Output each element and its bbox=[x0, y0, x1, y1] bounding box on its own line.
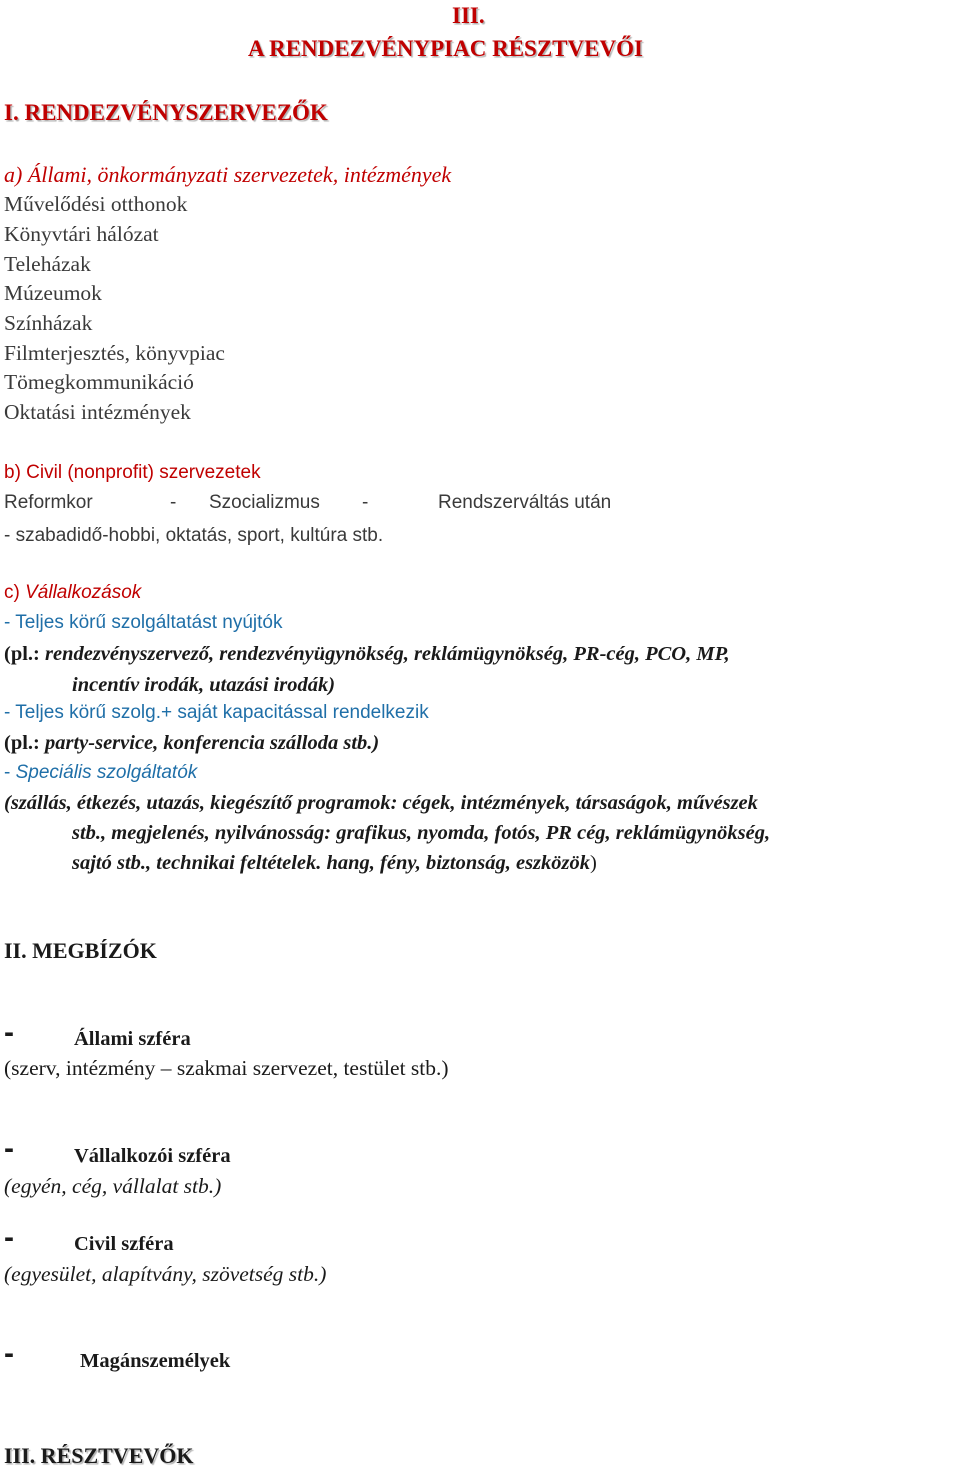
special-example-cont bbox=[72, 853, 597, 874]
state-org-item: Könyvtári hálózat bbox=[4, 222, 159, 246]
special-example-close: ) bbox=[590, 852, 597, 874]
full-service-line: - Teljes körű szolgáltatást nyújtók bbox=[4, 612, 283, 633]
client-business-label: Vállalkozói szféra bbox=[74, 1145, 231, 1167]
business-heading: c) Vállalkozások bbox=[4, 582, 142, 603]
example-prefix: (pl.: bbox=[4, 732, 45, 754]
special-example: (szállás, étkezés, utazás, kiegészítő programok: cégek, intézmények, társaságok, művészek bbox=[4, 792, 758, 814]
full-service-example bbox=[4, 644, 730, 665]
civil-period: Reformkor bbox=[4, 492, 93, 513]
client-dash: - bbox=[4, 1221, 14, 1254]
state-org-item: Színházak bbox=[4, 311, 93, 335]
organizers-heading-number: I. bbox=[4, 100, 19, 125]
civil-org-heading: b) Civil (nonprofit) szervezetek bbox=[4, 462, 261, 483]
client-business-desc: (egyén, cég, vállalat stb.) bbox=[4, 1174, 222, 1198]
section-numeral: III. bbox=[452, 3, 485, 28]
client-civil-desc: (egyesület, alapítvány, szövetség stb.) bbox=[4, 1262, 327, 1286]
full-own-example-text: party-service, konferencia szálloda stb.) bbox=[45, 732, 380, 754]
client-civil-label: Civil szféra bbox=[74, 1233, 174, 1255]
full-own-capacity-line: - Teljes körű szolg.+ saját kapacitással rendelkezik bbox=[4, 702, 429, 723]
client-state-label: Állami szféra bbox=[74, 1028, 191, 1050]
client-state-desc: (szerv, intézmény – szakmai szervezet, testület stb.) bbox=[4, 1056, 449, 1080]
civil-period: Rendszerváltás után bbox=[438, 492, 612, 513]
special-example-text: sajtó stb., technikai feltételek. hang, fény, biztonság, eszközök bbox=[72, 852, 591, 874]
client-private-label: Magánszemélyek bbox=[80, 1350, 231, 1372]
special-dash: - bbox=[4, 762, 16, 783]
state-org-item: Művelődési otthonok bbox=[4, 192, 188, 216]
example-prefix: (pl.: bbox=[4, 643, 45, 665]
civil-period-separator: - bbox=[362, 492, 369, 513]
civil-org-note: - szabadidő-hobbi, oktatás, sport, kultúra stb. bbox=[4, 525, 384, 546]
clients-heading: II. MEGBÍZÓK bbox=[4, 938, 157, 963]
participants-heading: III. RÉSZTVEVŐK bbox=[4, 1443, 194, 1468]
state-org-item: Teleházak bbox=[4, 252, 91, 276]
organizers-heading-text: RENDEZVÉNYSZERVEZŐK bbox=[24, 100, 328, 125]
special-providers-label: Speciális szolgáltatók bbox=[15, 762, 198, 783]
state-org-heading: a) Állami, önkormányzati szervezetek, intézmények bbox=[4, 162, 452, 187]
special-providers-line bbox=[4, 763, 197, 782]
special-example-cont: stb., megjelenés, nyilvánosság: grafikus, nyomda, fotós, PR cég, reklámügynökség, bbox=[72, 822, 771, 844]
client-dash: - bbox=[4, 1337, 14, 1370]
state-org-item: Filmterjesztés, könyvpiac bbox=[4, 341, 225, 365]
state-org-item: Tömegkommunikáció bbox=[4, 370, 194, 394]
client-dash: - bbox=[4, 1132, 14, 1165]
civil-period: Szocializmus bbox=[209, 492, 320, 513]
page-title: A RENDEZVÉNYPIAC RÉSZTVEVŐI bbox=[248, 36, 643, 61]
civil-period-separator: - bbox=[170, 492, 177, 513]
state-org-item: Múzeumok bbox=[4, 281, 102, 305]
client-dash: - bbox=[4, 1016, 14, 1049]
full-service-example-text: rendezvényszervező, rendezvényügynökség, reklámügynökség, PR-cég, PCO, MP, bbox=[45, 643, 730, 665]
full-service-example-cont: incentív irodák, utazási irodák) bbox=[72, 674, 336, 696]
business-heading-text: Vállalkozások bbox=[25, 582, 142, 603]
full-own-example bbox=[4, 733, 379, 754]
organizers-heading bbox=[4, 101, 328, 124]
state-org-item: Oktatási intézmények bbox=[4, 400, 191, 424]
